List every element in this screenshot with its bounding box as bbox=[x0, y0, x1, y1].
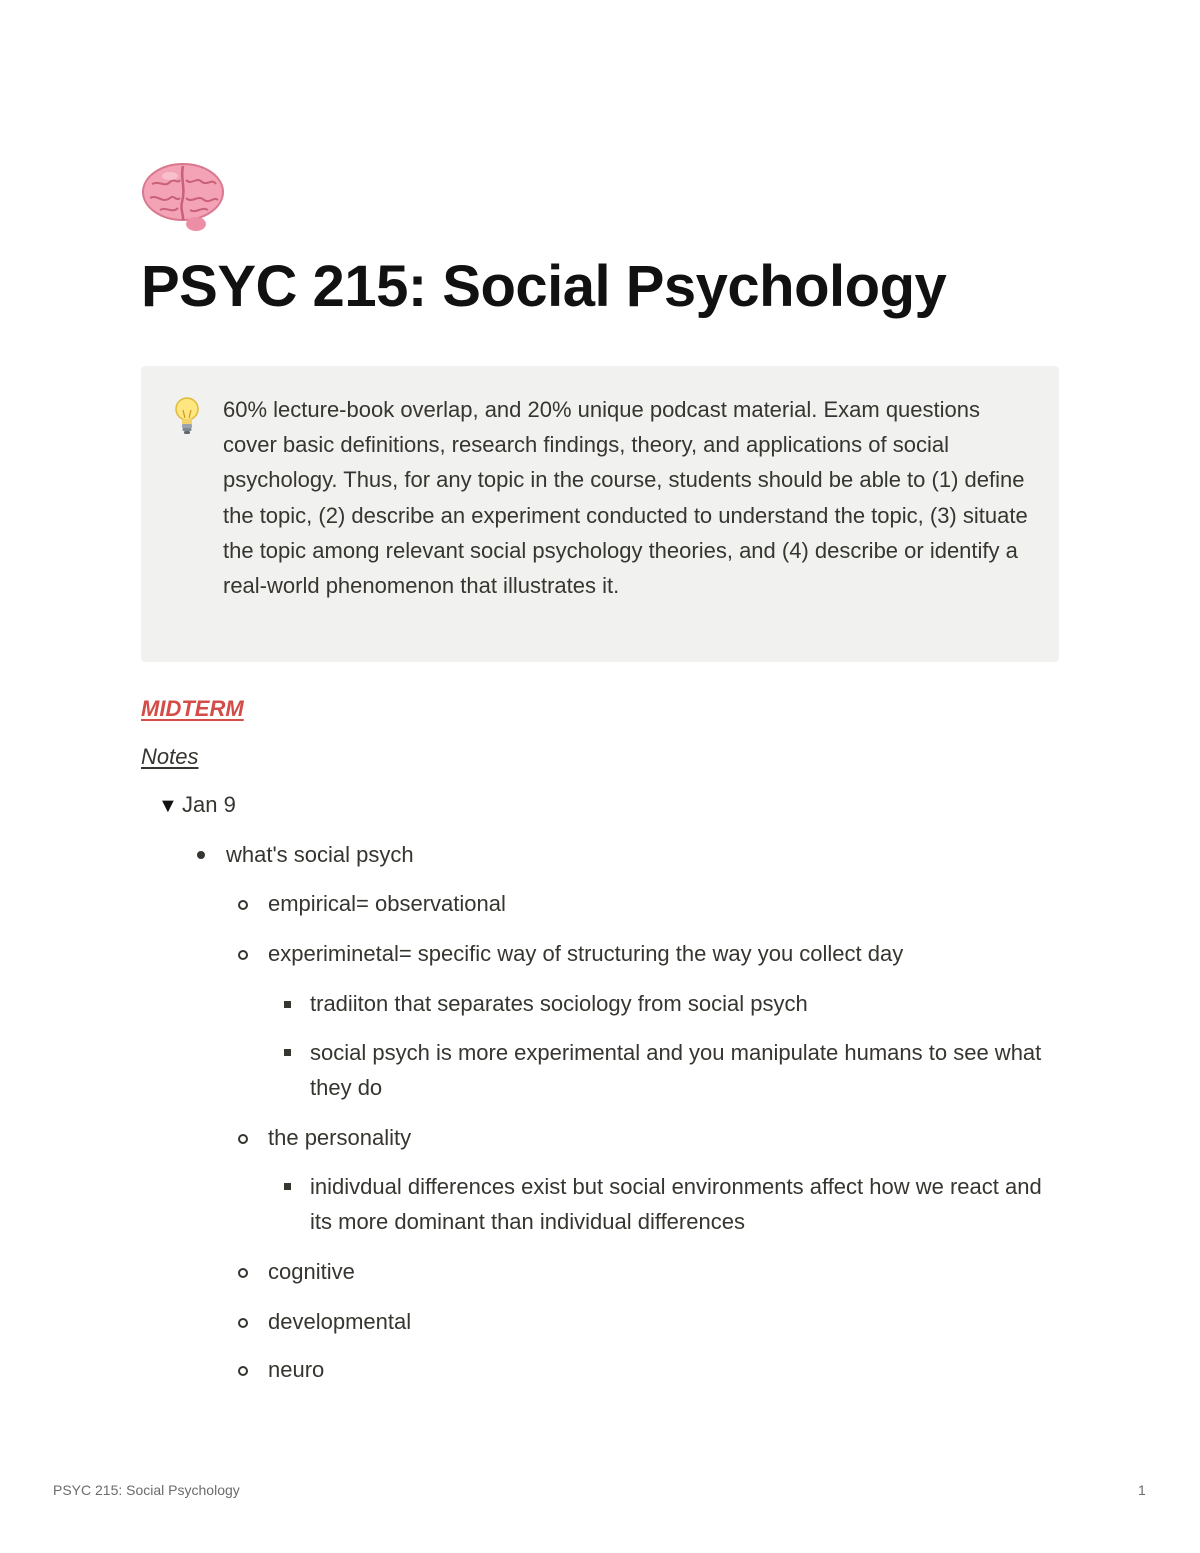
callout-text: 60% lecture-book overlap, and 20% unique podcast material. Exam questions cover basic definitions, research findings, theory, and applications of social psychology. Thus, for any topic in the course, students should be able to (1) define the topic, (2) describe an experiment conducted to understand the topic, (3) situate the topic among relevant social psychology theories, and (4) describe or identify a real-world phenomenon that illustrates it. bbox=[223, 397, 1028, 599]
midterm-heading: MIDTERM bbox=[141, 696, 244, 721]
list-item: cognitive bbox=[268, 1259, 355, 1284]
footer-title: PSYC 215: Social Psychology bbox=[53, 1482, 240, 1498]
toggle-label: Jan 9 bbox=[182, 792, 236, 817]
bullet-circle-icon bbox=[238, 1366, 248, 1376]
toggle-jan-9[interactable] bbox=[158, 790, 236, 821]
bullet-square-icon bbox=[284, 1183, 291, 1190]
bullet-circle-icon bbox=[238, 950, 248, 960]
list-item: the personality bbox=[268, 1125, 412, 1150]
bullet-square-icon bbox=[284, 1049, 291, 1056]
list-item: what's social psych bbox=[226, 842, 414, 867]
footer-page-number: 1 bbox=[1138, 1482, 1146, 1498]
list-item: empirical= observational bbox=[268, 891, 506, 916]
list-item: developmental bbox=[268, 1309, 412, 1334]
list-item: social psych is more experimental and you manipulate humans to see what they do bbox=[310, 1040, 1042, 1100]
bullet-circle-icon bbox=[238, 900, 248, 910]
list-item: tradiiton that separates sociology from social psych bbox=[310, 991, 808, 1016]
bullet-square-icon bbox=[284, 1001, 291, 1008]
bullet-circle-icon bbox=[238, 1318, 248, 1328]
notes-heading: Notes bbox=[141, 744, 199, 769]
bullet-circle-icon bbox=[238, 1134, 248, 1144]
page-title: PSYC 215: Social Psychology bbox=[141, 254, 947, 319]
bullet-circle-icon bbox=[238, 1268, 248, 1278]
list-item: experiminetal= specific way of structuring the way you collect day bbox=[268, 941, 904, 966]
light-bulb-icon bbox=[173, 396, 201, 436]
callout-box bbox=[141, 366, 1059, 662]
toggle-arrow-icon[interactable]: ▼ bbox=[158, 795, 178, 817]
bullet-disc-icon bbox=[197, 851, 205, 859]
brain-icon bbox=[140, 158, 226, 234]
list-item: inidivdual differences exist but social environments affect how we react and its more dominant than individual differences bbox=[310, 1174, 1042, 1234]
list-item: neuro bbox=[268, 1357, 325, 1382]
